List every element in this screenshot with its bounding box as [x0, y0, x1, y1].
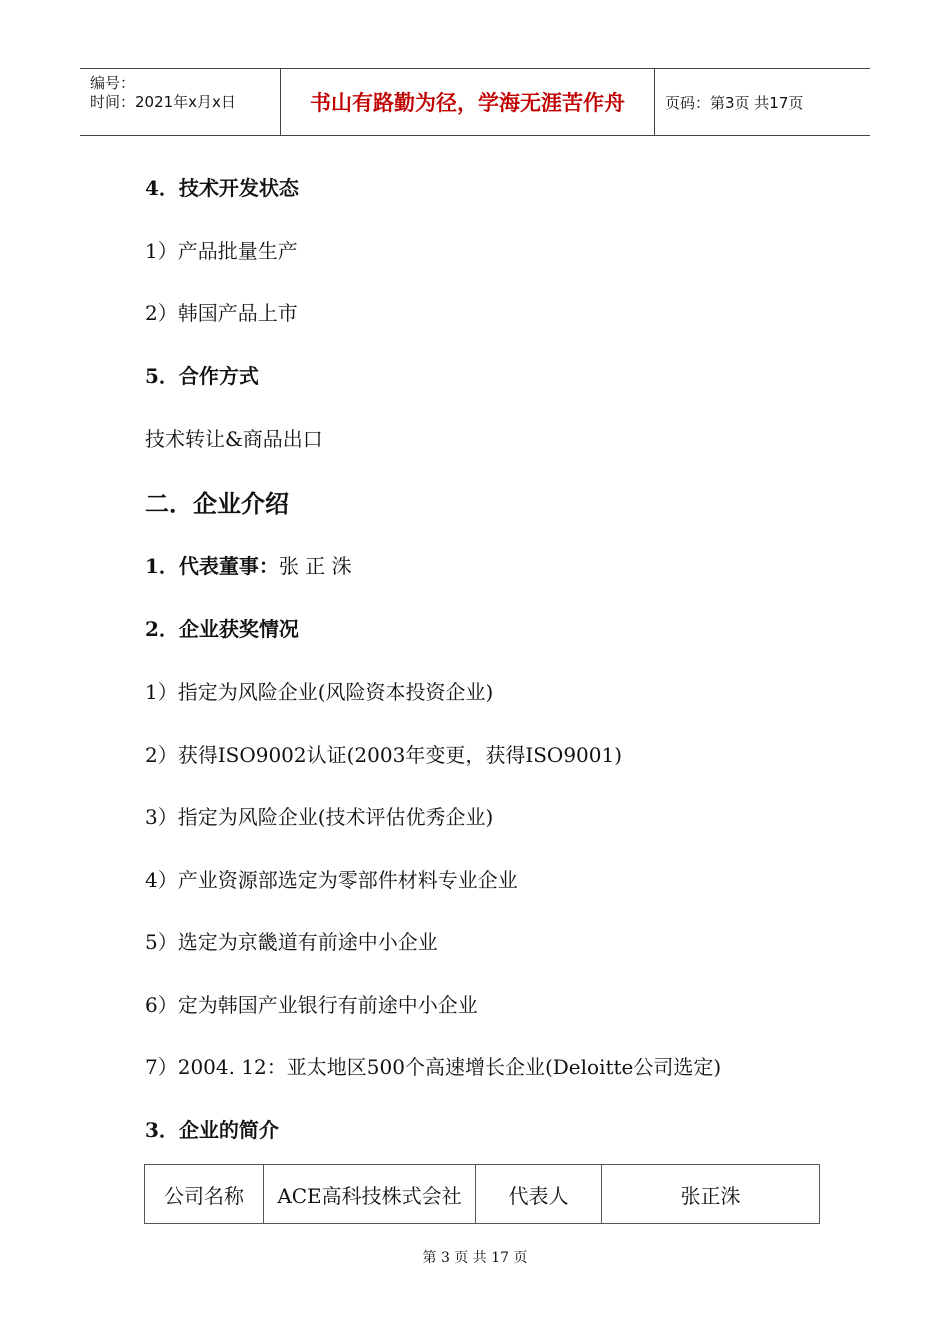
part-2-heading: 二．企业介绍 [145, 490, 289, 518]
header-page-info: 页码：第3页 共17页 [665, 93, 804, 112]
representative-line: 1．代表董事：张 正 洙 [145, 554, 352, 578]
table-cell: ACE高科技株式会社 [264, 1165, 476, 1224]
list-item: 2）韩国产品上市 [145, 301, 298, 325]
serial-label: 编号： [90, 74, 136, 92]
section-5-heading: 5．合作方式 [145, 364, 259, 388]
table-row [145, 1165, 820, 1224]
list-item: 1）指定为风险企业(风险资本投资企业) [145, 680, 494, 704]
header-motto: 书山有路勤为径，学海无涯苦作舟 [281, 69, 655, 135]
list-item: 6）定为韩国产业银行有前途中小企业 [145, 993, 478, 1017]
list-item: 1）产品批量生产 [145, 239, 298, 263]
company-info-table [144, 1164, 820, 1224]
section-5-text: 技术转让&商品出口 [145, 427, 323, 451]
page-header [80, 68, 870, 136]
list-item: 5）选定为京畿道有前途中小企业 [145, 930, 438, 954]
list-item: 7）2004. 12：亚太地区500个高速增长企业(Deloitte公司选定) [145, 1055, 722, 1079]
table-cell: 代表人 [476, 1165, 602, 1224]
table-cell: 公司名称 [145, 1165, 264, 1224]
list-item: 3）指定为风险企业(技术评估优秀企业) [145, 805, 494, 829]
section-4-heading: 4．技术开发状态 [145, 176, 299, 200]
company-intro-heading: 3．企业的简介 [145, 1118, 279, 1142]
awards-heading: 2．企业获奖情况 [145, 617, 299, 641]
list-item: 4）产业资源部选定为零部件材料专业企业 [145, 868, 518, 892]
list-item: 2）获得ISO9002认证(2003年变更，获得ISO9001) [145, 743, 623, 767]
page-footer: 第 3 页 共 17 页 [422, 1250, 528, 1266]
time-label: 时间：2021年x月x日 [90, 93, 236, 111]
table-cell: 张正洙 [602, 1165, 820, 1224]
header-meta-cell [80, 69, 281, 135]
representative-value: 张 正 洙 [278, 554, 352, 578]
